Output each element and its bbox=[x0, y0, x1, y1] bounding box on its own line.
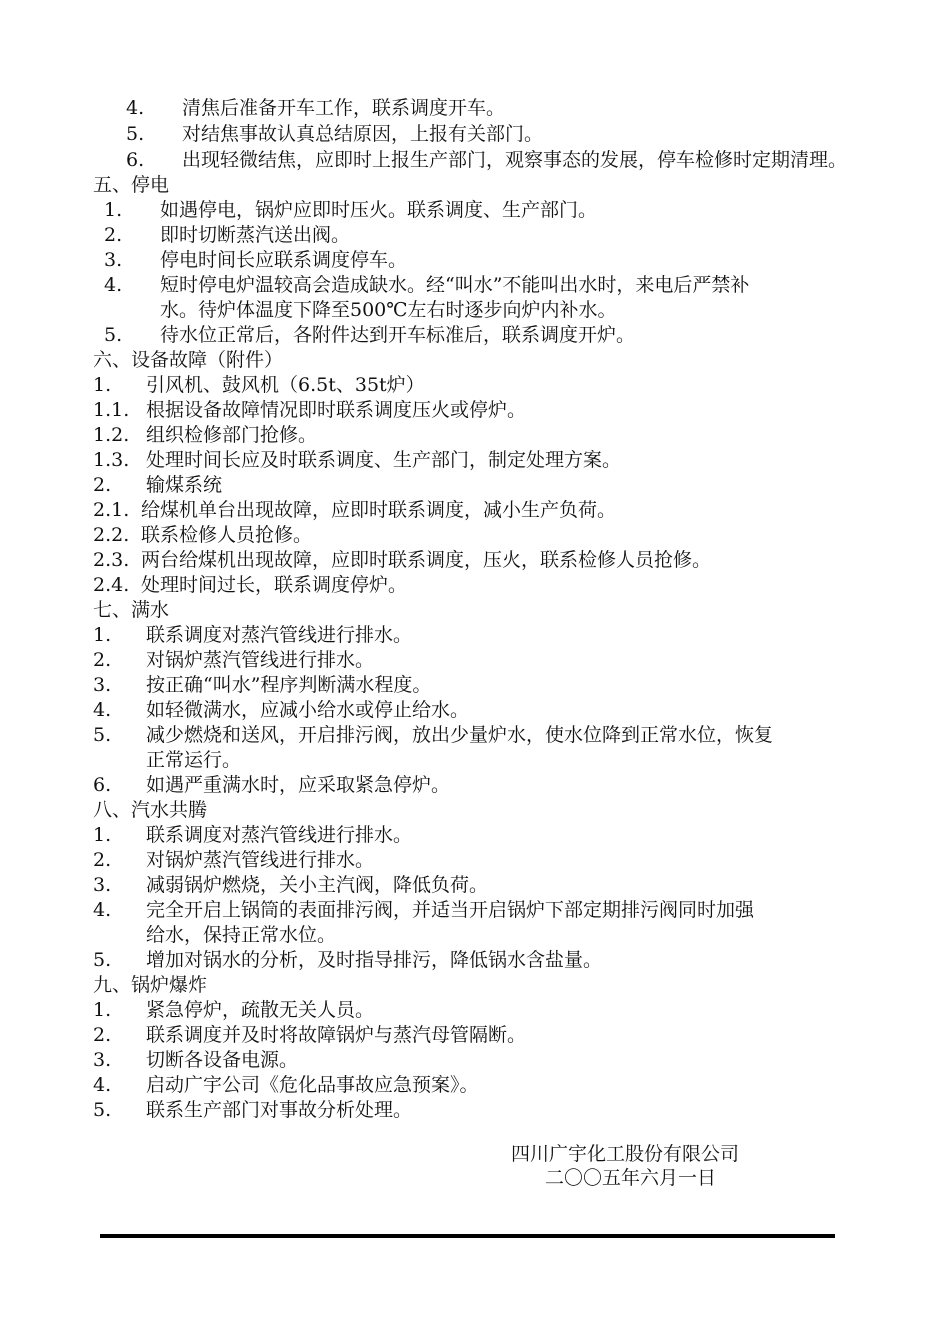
item-text: 两台给煤机出现故障，应即时联系调度，压火，联系检修人员抢修。 bbox=[141, 549, 712, 571]
item-text: 按正确“叫水”程序判断满水程度。 bbox=[146, 674, 432, 696]
item-text: 切断各设备电源。 bbox=[146, 1049, 299, 1071]
item-number: 3. bbox=[93, 674, 112, 696]
item-number: 1.2. bbox=[93, 424, 130, 446]
item-number: 5. bbox=[93, 949, 112, 971]
item-number: 1.3. bbox=[93, 449, 130, 471]
item-text: 处理时间长应及时联系调度、生产部门，制定处理方案。 bbox=[146, 449, 622, 471]
item-number: 6. bbox=[93, 774, 112, 796]
item-text: 如遇停电，锅炉应即时压火。联系调度、生产部门。 bbox=[160, 199, 598, 221]
item-text: 减弱锅炉燃烧，关小主汽阀，降低负荷。 bbox=[146, 874, 489, 896]
item-text: 停电时间长应联系调度停车。 bbox=[160, 249, 408, 271]
section-heading: 水。待炉体温度下降至500℃左右时逐步向炉内补水。 bbox=[160, 299, 617, 321]
section-heading: 给水，保持正常水位。 bbox=[146, 924, 337, 946]
item-number: 2. bbox=[93, 474, 112, 496]
item-text: 完全开启上锅筒的表面排污阀，并适当开启锅炉下部定期排污阀同时加强 bbox=[146, 899, 755, 921]
item-number: 5. bbox=[104, 324, 123, 346]
signature-date: 二〇〇五年六月一日 bbox=[545, 1167, 717, 1189]
item-number: 1. bbox=[104, 199, 123, 221]
item-text: 联系调度并及时将故障锅炉与蒸汽母管隔断。 bbox=[146, 1024, 527, 1046]
item-number: 6. bbox=[126, 149, 145, 171]
item-text: 如遇严重满水时，应采取紧急停炉。 bbox=[146, 774, 451, 796]
item-number: 1. bbox=[93, 999, 112, 1021]
item-text: 对结焦事故认真总结原因，上报有关部门。 bbox=[182, 123, 544, 145]
item-text: 根据设备故障情况即时联系调度压火或停炉。 bbox=[146, 399, 527, 421]
item-number: 1. bbox=[93, 374, 112, 396]
item-number: 2.2. bbox=[93, 524, 130, 546]
item-number: 3. bbox=[93, 874, 112, 896]
item-text: 待水位正常后，各附件达到开车标准后，联系调度开炉。 bbox=[160, 324, 636, 346]
item-text: 对锅炉蒸汽管线进行排水。 bbox=[146, 649, 375, 671]
section-heading: 七、满水 bbox=[93, 599, 170, 621]
item-number: 2.3. bbox=[93, 549, 130, 571]
item-text: 联系生产部门对事故分析处理。 bbox=[146, 1099, 413, 1121]
item-text: 出现轻微结焦，应即时上报生产部门，观察事态的发展，停车检修时定期清理。 bbox=[182, 149, 848, 171]
section-heading: 八、汽水共腾 bbox=[93, 799, 208, 821]
item-number: 1. bbox=[93, 824, 112, 846]
item-text: 联系调度对蒸汽管线进行排水。 bbox=[146, 624, 413, 646]
item-text: 启动广宇公司《危化品事故应急预案》。 bbox=[146, 1074, 479, 1096]
item-number: 1.1. bbox=[93, 399, 130, 421]
item-text: 联系检修人员抢修。 bbox=[141, 524, 313, 546]
item-text: 紧急停炉，疏散无关人员。 bbox=[146, 999, 375, 1021]
item-number: 5. bbox=[93, 1099, 112, 1121]
item-number: 3. bbox=[104, 249, 123, 271]
item-number: 2. bbox=[93, 849, 112, 871]
section-heading: 正常运行。 bbox=[146, 749, 242, 771]
signature-company: 四川广宇化工股份有限公司 bbox=[511, 1143, 740, 1165]
section-heading: 六、设备故障（附件） bbox=[93, 349, 284, 371]
item-number: 1. bbox=[93, 624, 112, 646]
item-number: 5. bbox=[93, 724, 112, 746]
item-number: 4. bbox=[126, 97, 145, 119]
item-number: 2.1. bbox=[93, 499, 130, 521]
item-text: 处理时间过长，联系调度停炉。 bbox=[141, 574, 408, 596]
item-text: 引风机、鼓风机（6.5t、35t炉） bbox=[146, 374, 425, 396]
item-number: 2. bbox=[93, 649, 112, 671]
item-text: 组织检修部门抢修。 bbox=[146, 424, 318, 446]
item-number: 5. bbox=[126, 123, 145, 145]
item-number: 2. bbox=[93, 1024, 112, 1046]
item-number: 2.4. bbox=[93, 574, 130, 596]
item-number: 4. bbox=[93, 899, 112, 921]
item-text: 短时停电炉温较高会造成缺水。经“叫水”不能叫出水时，来电后严禁补 bbox=[160, 274, 750, 296]
item-text: 联系调度对蒸汽管线进行排水。 bbox=[146, 824, 413, 846]
item-number: 4. bbox=[104, 274, 123, 296]
item-text: 即时切断蒸汽送出阀。 bbox=[160, 224, 351, 246]
item-text: 如轻微满水，应减小给水或停止给水。 bbox=[146, 699, 470, 721]
item-text: 减少燃烧和送风，开启排污阀，放出少量炉水，使水位降到正常水位，恢复 bbox=[146, 724, 774, 746]
footer-rule bbox=[100, 1234, 835, 1238]
item-text: 对锅炉蒸汽管线进行排水。 bbox=[146, 849, 375, 871]
section-heading: 五、停电 bbox=[93, 174, 170, 196]
item-text: 输煤系统 bbox=[146, 474, 223, 496]
item-text: 增加对锅水的分析，及时指导排污，降低锅水含盐量。 bbox=[146, 949, 603, 971]
item-text: 清焦后准备开车工作，联系调度开车。 bbox=[182, 97, 506, 119]
item-number: 4. bbox=[93, 1074, 112, 1096]
item-text: 给煤机单台出现故障，应即时联系调度，减小生产负荷。 bbox=[141, 499, 617, 521]
section-heading: 九、锅炉爆炸 bbox=[93, 974, 208, 996]
item-number: 4. bbox=[93, 699, 112, 721]
item-number: 2. bbox=[104, 224, 123, 246]
item-number: 3. bbox=[93, 1049, 112, 1071]
